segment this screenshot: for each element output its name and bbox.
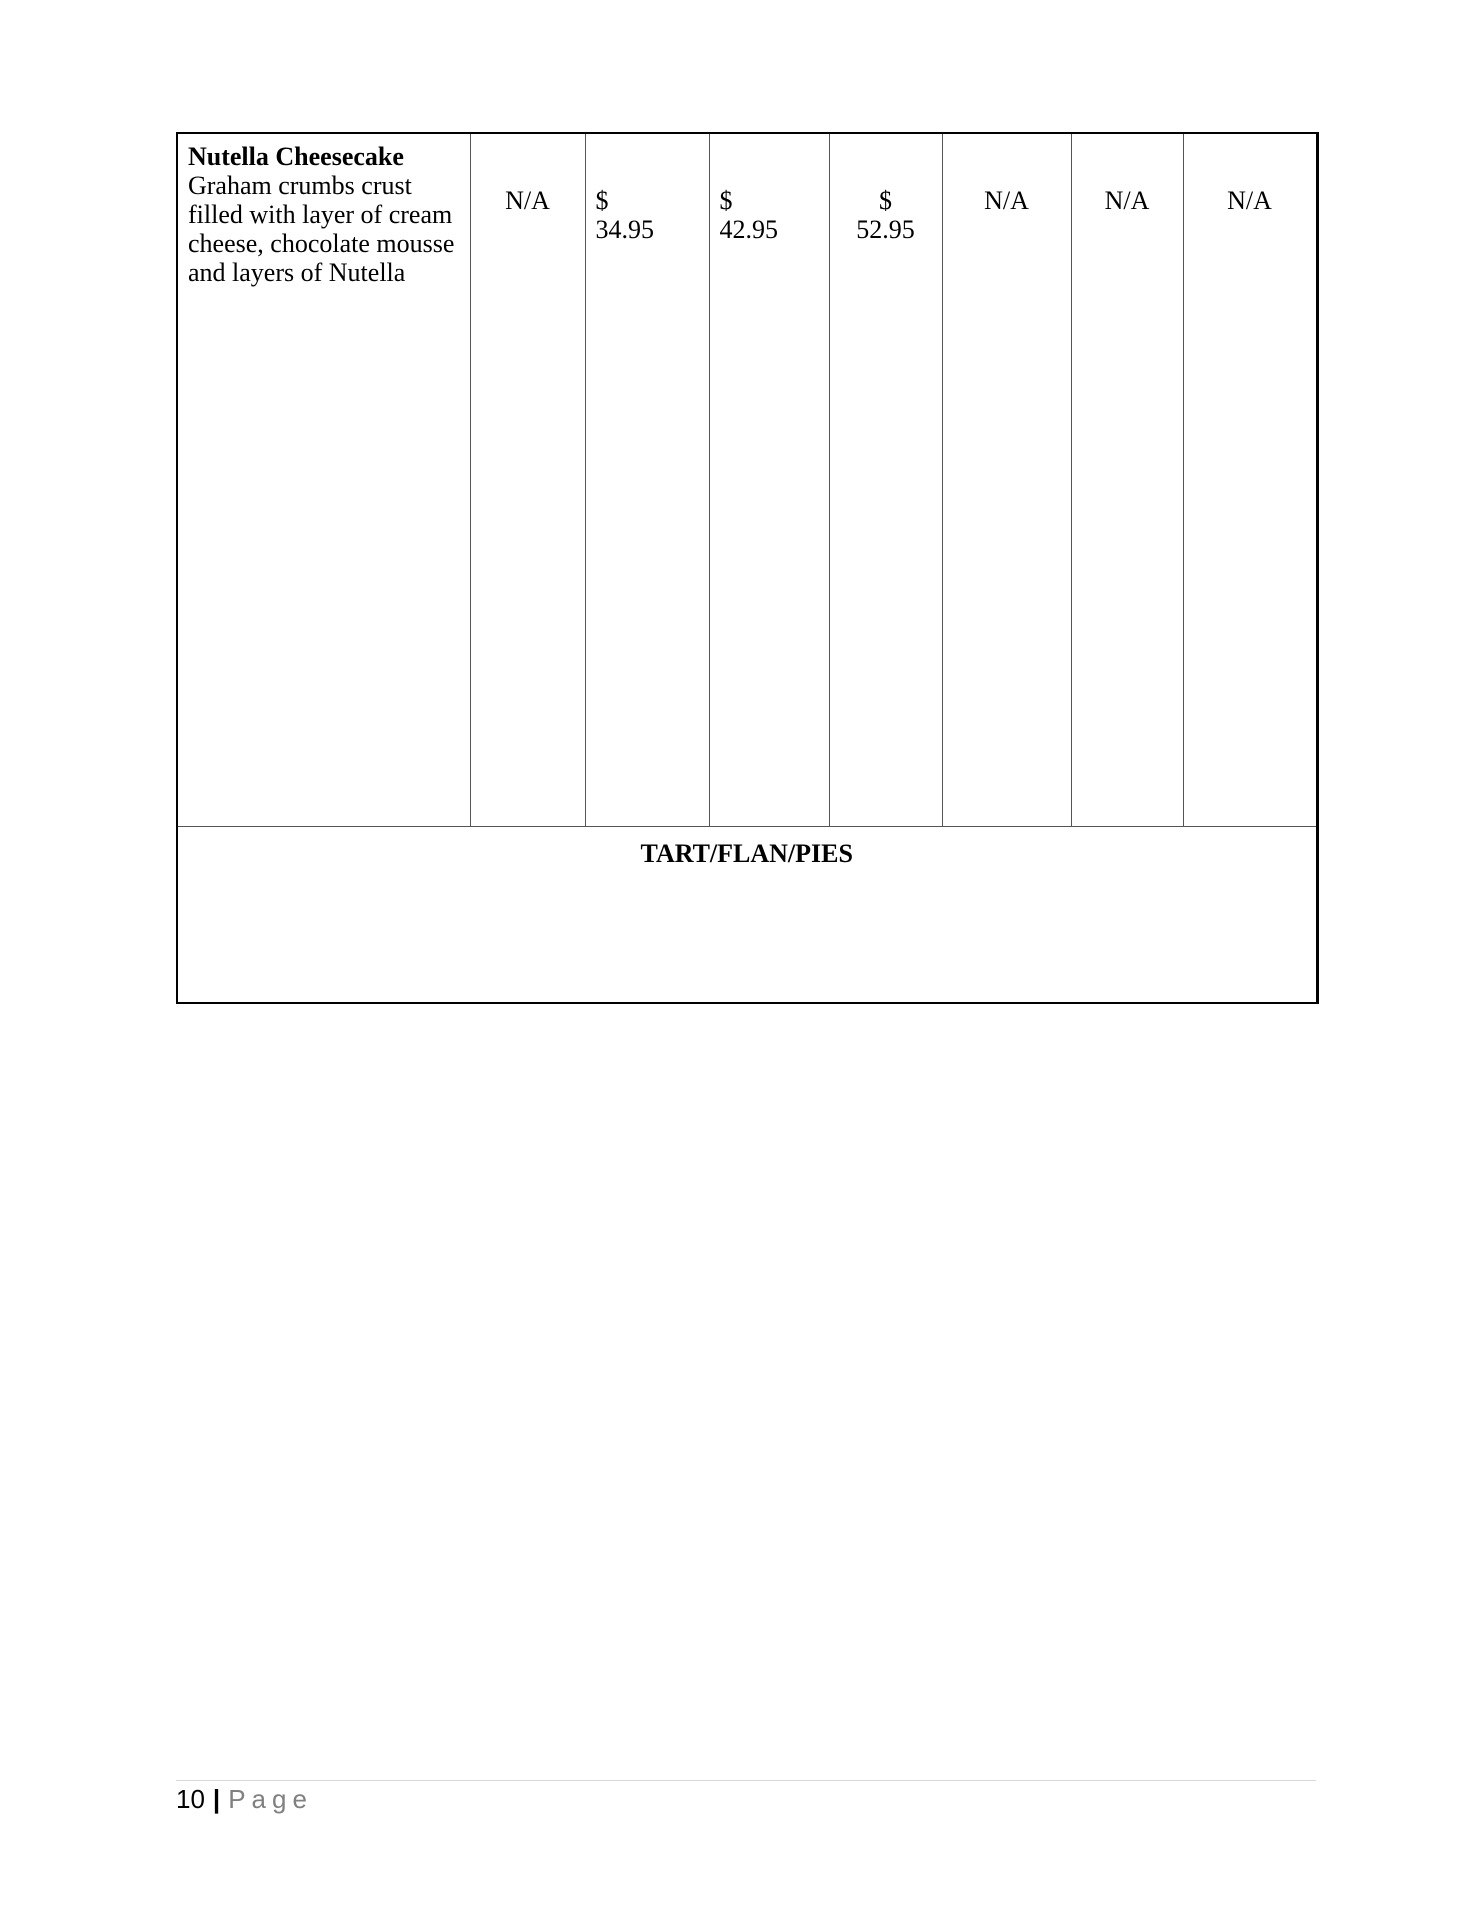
footer-separator: |	[212, 1784, 221, 1814]
item-description-cell	[177, 133, 470, 826]
price-cell-5: N/A	[942, 133, 1071, 826]
currency-symbol: $	[719, 186, 733, 215]
price-cell-6: N/A	[1071, 133, 1183, 826]
table-row	[177, 133, 1317, 826]
price-cell-3	[709, 133, 829, 826]
section-heading: TART/FLAN/PIES	[177, 826, 1317, 1003]
price-cell-7: N/A	[1183, 133, 1317, 826]
item-name: Nutella Cheesecake	[188, 142, 404, 171]
currency-symbol: $	[595, 186, 609, 215]
currency-symbol: $	[879, 186, 892, 215]
item-description: Graham crumbs crust filled with layer of cream cheese, chocolate mousse and layers of Nutella	[188, 171, 455, 287]
price-value: 52.95	[856, 215, 915, 244]
page-number: 10	[176, 1784, 205, 1814]
price-cell-2	[585, 133, 709, 826]
price-cell-4	[829, 133, 942, 826]
page-label: Page	[228, 1784, 313, 1814]
price-value: 34.95	[595, 215, 654, 244]
section-row	[177, 826, 1317, 1003]
price-cell-1: N/A	[470, 133, 585, 826]
menu-price-table	[176, 132, 1319, 1004]
page-footer	[176, 1784, 313, 1814]
price-value: 42.95	[719, 215, 778, 244]
footer-divider	[176, 1780, 1316, 1781]
